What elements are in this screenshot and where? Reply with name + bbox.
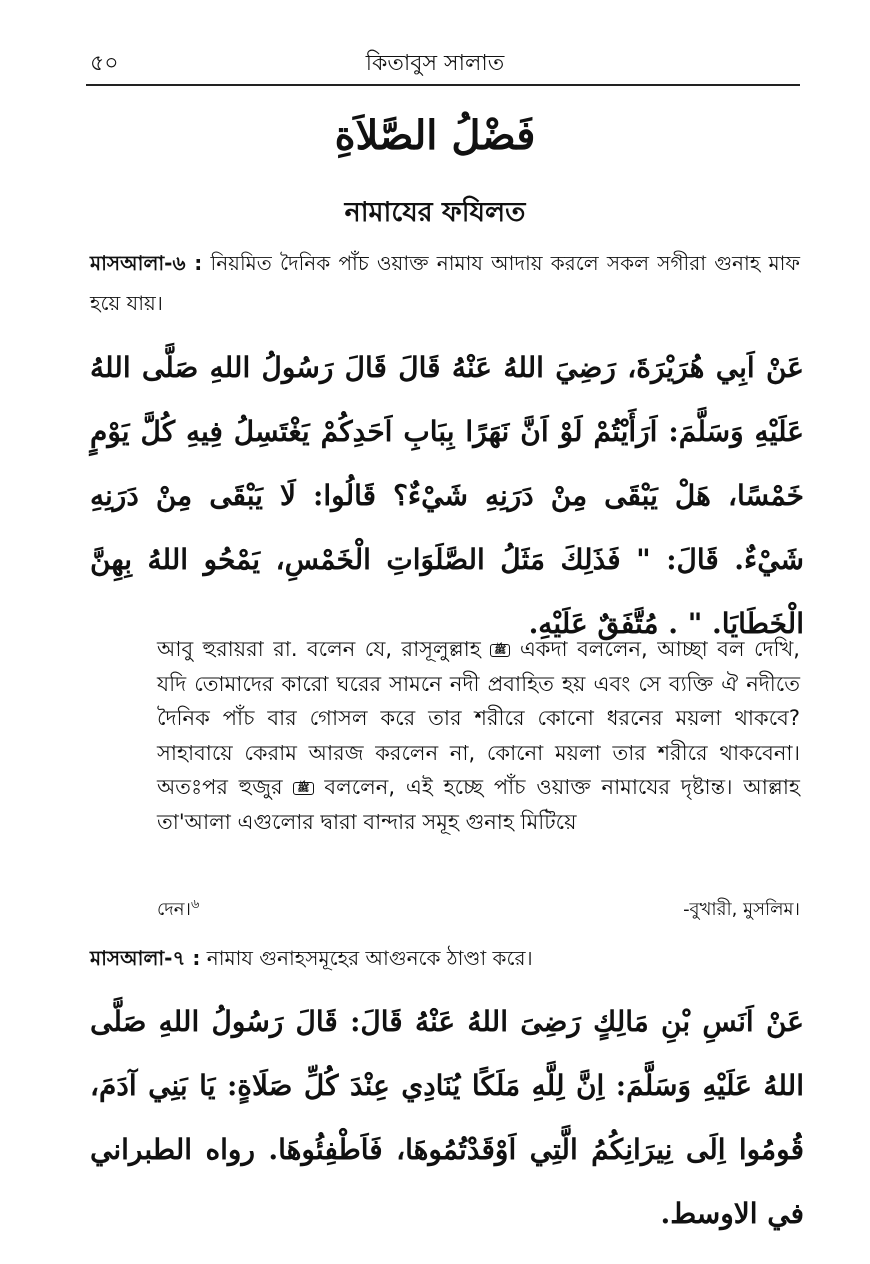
arabic-chapter-title: فَضْلُ الصَّلاَةِ	[334, 112, 536, 159]
translation-part-3: বললেন, এই হচ্ছে পাঁচ ওয়াক্ত নামাযের দৃষ্টান্ত। আল্লাহ তা'আলা এগুলোর দ্বারা বান্দার সমূহ গুনাহ মিটিয়ে	[157, 775, 800, 834]
hadith-1-source: -বুখারী, মুসলিম।	[683, 899, 800, 920]
masala-6-text: নিয়মিত দৈনিক পাঁচ ওয়াক্ত নামায আদায় করলে সকল সগীরা গুনাহ মাফ হয়ে যায়।	[90, 251, 801, 315]
translation-end: দেন।	[157, 899, 191, 920]
running-title: কিতাবুস সালাত	[365, 51, 505, 76]
footnote-mark: ৬	[190, 897, 200, 912]
hadith-1-arabic: عَنْ اَبِي هُرَيْرَةَ، رَضِيَ اللهُ عَنْهُ قَالَ قَالَ رَسُولُ اللهِ صَلَّى اللهُ عَلَيْهِ وَسَلَّمَ: اَرَأَيْتُمْ لَوْ اَنَّ نَهَرًا بِبَابِ اَحَدِكُمْ يَغْتَسِلُ فِيهِ كُلَّ يَوْمٍ خَمْسًا، هَلْ يَبْقَى مِنْ دَرَنِهِ شَيْءٌ؟ قَالُوا: لَا يَبْقَى مِنْ دَرَنِهِ شَيْءٌ. قَالَ: " فَذَلِكَ مَثَلُ الصَّلَوَاتِ الْخَمْسِ، يَمْحُو اللهُ بِهِنَّ الْخَطَايَا. " . مُتَّفَقٌ عَلَيْهِ.	[90, 351, 804, 640]
hadith-2-arabic: عَنْ اَنَسِ بْنِ مَالِكٍ رَضِىَ اللهُ عَنْهُ قَالَ: قَالَ رَسُولُ اللهِ صَلَّى اللهُ عَلَيْهِ وَسَلَّمَ: اِنَّ لِلَّهِ مَلَكًا يُنَادِي عِنْدَ كُلِّ صَلَاةٍ: يَا بَنِي آدَمَ، قُومُوا اِلَى نِيرَانِكُمُ الَّتِي اَوْقَدْتُمُوهَا، فَاَطْفِئُوهَا. رواه الطبراني في الاوسط.	[90, 1005, 804, 1230]
masala-7	[90, 938, 800, 978]
hadith-1-translation	[157, 632, 800, 839]
hadith-1-closing	[157, 895, 800, 926]
masala-7-label: মাসআলা-৭ :	[90, 946, 201, 970]
translation-part-2: একদা বললেন, আচ্ছা বল দেখি, যদি তোমাদের কারো ঘরের সামনে নদী প্রবাহিত হয় এবং সে ব্যক্তি ঐ নদীতে দৈনিক পাঁচ বার গোসল করে তার শরীরে কোনো ধরনের ময়লা থাকবে? সাহাবায়ে কেরাম আরজ করলেন না, কোনো ময়লা তার শরীরে থাকবেনা। অতঃপর হুজুর	[157, 637, 800, 799]
salawat-icon: ﷺ	[490, 644, 510, 657]
header-rule	[86, 84, 800, 86]
translation-part-1: আবু হুরায়রা রা. বলেন যে, রাসূলুল্লাহ	[157, 637, 481, 661]
masala-6	[90, 243, 800, 323]
masala-6-label: মাসআলা-৬ :	[90, 251, 203, 275]
masala-7-text: নামায গুনাহসমূহের আগুনকে ঠাণ্ডা করে।	[206, 946, 533, 970]
bangla-chapter-title: নামাযের ফযিলত	[344, 197, 526, 228]
page-number: ৫০	[90, 51, 119, 76]
salawat-icon: ﷺ	[293, 782, 313, 795]
